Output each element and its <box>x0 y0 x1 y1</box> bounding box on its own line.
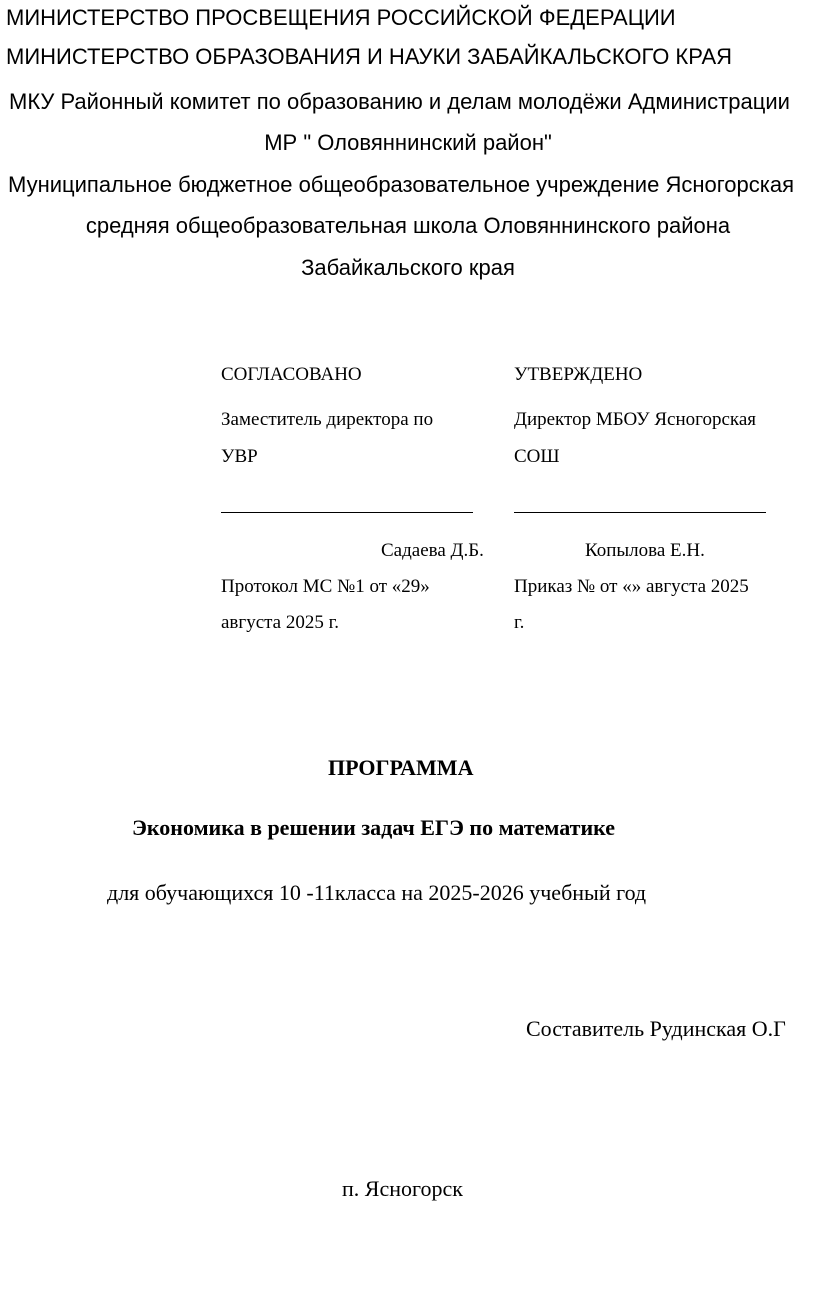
approval-right-title: УТВЕРЖДЕНО <box>514 364 643 385</box>
approval-left-signature-line <box>221 512 473 513</box>
approval-left-title: СОГЛАСОВАНО <box>221 364 362 385</box>
header-ministry-regional: МИНИСТЕРСТВО ОБРАЗОВАНИЯ И НАУКИ ЗАБАЙКАЛЬСКОГО КРАЯ <box>6 44 732 69</box>
program-audience: для обучающихся 10 -11класса на 2025-2026 учебный год <box>107 880 647 905</box>
header-region: Забайкальского края <box>301 255 515 280</box>
approval-right-order-2: г. <box>514 612 525 633</box>
approval-left-position-2: УВР <box>221 446 258 467</box>
header-district-committee: МКУ Районный комитет по образованию и делам молодёжи Администрации <box>9 89 790 114</box>
header-school-type: Муниципальное бюджетное общеобразовательное учреждение Ясногорская <box>8 172 794 197</box>
approval-right-position-2: СОШ <box>514 446 560 467</box>
approval-left-signatory: Садаева Д.Б. <box>381 540 484 561</box>
approval-right-signature-line <box>514 512 766 513</box>
approval-right-signatory: Копылова Е.Н. <box>585 540 705 561</box>
program-heading: ПРОГРАММА <box>328 755 474 780</box>
approval-right-order-1: Приказ № от «» августа 2025 <box>514 576 749 597</box>
approval-left-protocol-2: августа 2025 г. <box>221 612 339 633</box>
approval-left-position-1: Заместитель директора по <box>221 409 434 430</box>
place: п. Ясногорск <box>342 1176 463 1201</box>
header-district-name: МР " Оловяннинский район" <box>264 130 552 155</box>
header-school-name: средняя общеобразовательная школа Оловяннинского района <box>85 213 731 238</box>
approval-right-position-1: Директор МБОУ Ясногорская <box>514 409 757 430</box>
program-title: Экономика в решении задач ЕГЭ по математике <box>132 815 616 840</box>
approval-left-protocol-1: Протокол МС №1 от «29» <box>221 576 430 597</box>
author: Составитель Рудинская О.Г <box>526 1016 786 1041</box>
header-ministry-federal: МИНИСТЕРСТВО ПРОСВЕЩЕНИЯ РОССИЙСКОЙ ФЕДЕРАЦИИ <box>6 5 676 30</box>
